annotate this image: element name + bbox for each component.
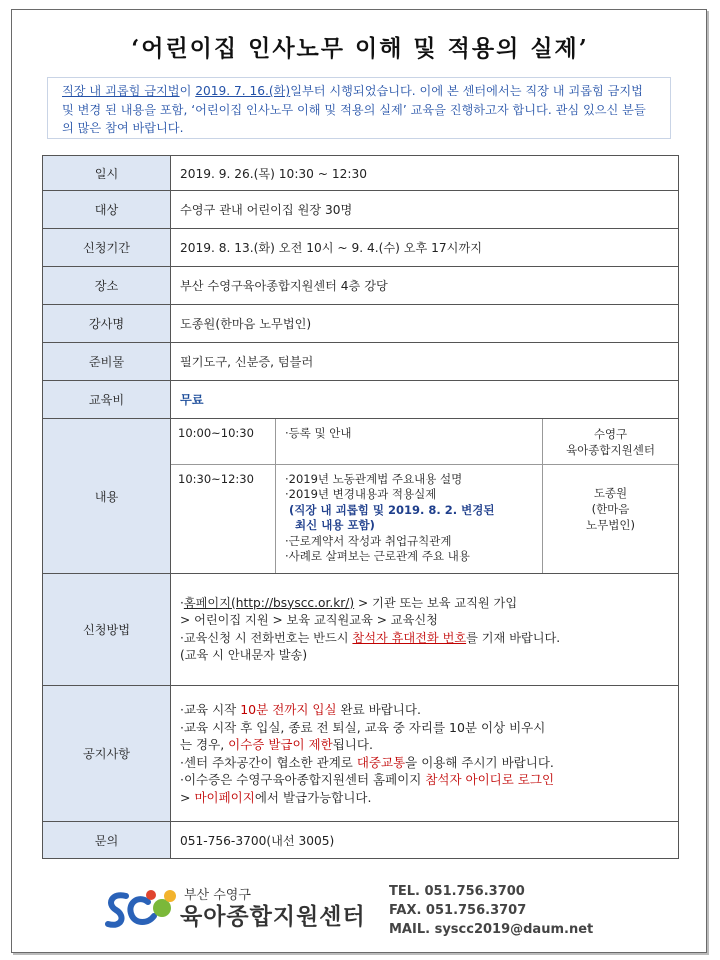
schedule-desc [276,464,543,573]
speaker-line: (한마음 [591,501,630,516]
row-place [43,267,679,305]
bullet: · [180,595,184,610]
notice-highlight: 이수증 발급이 제한 [228,737,333,752]
label-target: 대상 [43,191,171,229]
apply-highlight: 참석자 휴대전화 번호 [352,630,467,645]
schedule-time: 10:30~12:30 [171,464,276,573]
label-content: 내용 [43,419,171,574]
apply-text: 를 기재 바랍니다. [466,630,561,645]
value-notice [171,686,679,822]
footer-contact [389,882,593,939]
footer-mail: MAIL. syscc2019@daum.net [389,922,594,937]
value-apply [171,574,679,686]
value-period: 2019. 8. 13.(화) 오전 10시 ~ 9. 4.(수) 오후 17시까지 [171,229,679,267]
intro-date: 2019. 7. 16.(화) [195,84,291,98]
intro-body: 일부터 시행되었습니다. 이에 본 센터에서는 직장 내 괴롭힘 금지법 및 변경 된 내용을 포함, ‘어린이집 인사노무 이해 및 적용의 실제’ 교육을 진행하고자 합니다. 관심 있으신 분들의 많은 참여 바랍니다. [62,84,646,135]
desc-line: ·사례로 살펴보는 근로관계 주요 내용 [285,549,470,563]
apply-text: > 어린이집 지원 > 보육 교직원교육 > 교육신청 [180,613,438,627]
row-notice [43,686,679,822]
notice-text: ·이수증은 수영구육아종합지원센터 홈페이지 [180,772,426,787]
schedule-table [171,419,678,573]
schedule-row [171,419,678,464]
row-apply [43,574,679,686]
row-content [43,419,679,574]
desc-line: ·2019년 노동관계법 주요내용 설명 [285,471,463,486]
logo-title: 육아종합지원센터 [180,904,366,930]
desc-line: ·근로계약서 작성과 취업규칙관계 [285,533,452,548]
value-date: 2019. 9. 26.(목) 10:30 ~ 12:30 [171,156,679,191]
value-lecturer: 도종원(한마음 노무법인) [171,305,679,343]
notice-text: ·센터 주차공간이 협소한 관계로 [180,754,357,770]
notice-text: ·교육 시작 후 입실, 종료 전 퇴실, 교육 중 자리를 10분 이상 비우시 [180,719,546,735]
footer-tel: TEL. 051.756.3700 [389,884,525,899]
schedule-speaker [543,464,679,573]
footer-fax: FAX. 051.756.3707 [389,903,527,918]
homepage-link[interactable]: 홈페이지(http://bsyscc.or.kr/) [183,595,355,610]
notice-text: > [180,789,195,805]
label-prep: 준비물 [43,343,171,381]
row-fee [43,381,679,419]
row-target [43,191,679,229]
page-title: ‘어린이집 인사노무 이해 및 적용의 실제’ [131,35,589,62]
label-fee: 교육비 [43,381,171,419]
logo-subtitle: 부산 수영구 [184,888,251,903]
schedule-desc: ·등록 및 안내 [276,419,543,464]
apply-text: (교육 시 안내문자 발송) [180,648,308,662]
notice-highlight: 대중교통 [356,754,406,770]
notice-text: 을 이용해 주시기 바랍니다. [405,754,554,770]
schedule-row [171,464,678,573]
desc-line: ·2019년 변경내용과 적용실제 [285,487,437,501]
intro-box [47,77,671,139]
label-contact: 문의 [43,822,171,859]
apply-text: ·교육신청 시 전화번호는 반드시 [180,630,353,645]
label-period: 신청기간 [43,229,171,267]
value-fee: 무료 [180,393,204,407]
label-place: 장소 [43,267,171,305]
label-lecturer: 강사명 [43,305,171,343]
intro-text: 이 [179,84,196,98]
speaker-line: 노무법인) [586,517,635,532]
notice-text: 완료 바랍니다. [336,702,421,717]
speaker-line: 수영구 [593,427,628,441]
value-contact: 051-756-3700(내선 3005) [171,822,679,859]
label-date: 일시 [43,156,171,191]
notice-text: 에서 발급가능합니다. [254,789,372,805]
notice-highlight: 10분 전까지 입실 [240,702,337,717]
speaker-line: 육아종합지원센터 [566,443,655,457]
desc-highlight: (직장 내 괴롭힘 및 2019. 8. 2. 변경된 [289,502,495,517]
label-notice: 공지사항 [43,686,171,822]
schedule-time: 10:00~10:30 [171,419,276,464]
intro-law: 직장 내 괴롭힘 금지법 [62,84,180,98]
row-prep [43,343,679,381]
notice-text: 는 경우, [180,737,229,752]
schedule-speaker [543,419,679,464]
row-lecturer [43,305,679,343]
notice-text: 됩니다. [332,737,373,752]
center-logo-icon [104,888,180,932]
row-period [43,229,679,267]
row-contact [43,822,679,859]
info-table [42,155,679,859]
value-place: 부산 수영구육아종합지원센터 4층 강당 [171,267,679,305]
apply-text: > 기관 또는 보육 교직원 가입 [354,595,518,610]
notice-text: ·교육 시작 [180,702,241,717]
row-date [43,156,679,191]
notice-highlight: 마이페이지 [194,789,255,805]
value-target: 수영구 관내 어린이집 원장 30명 [171,191,679,229]
value-prep: 필기도구, 신분증, 텀블러 [171,343,679,381]
speaker-line: 도종원 [593,485,628,500]
desc-highlight: 최신 내용 포함) [295,518,375,532]
label-apply: 신청방법 [43,574,171,686]
notice-highlight: 참석자 아이디로 로그인 [425,772,555,787]
